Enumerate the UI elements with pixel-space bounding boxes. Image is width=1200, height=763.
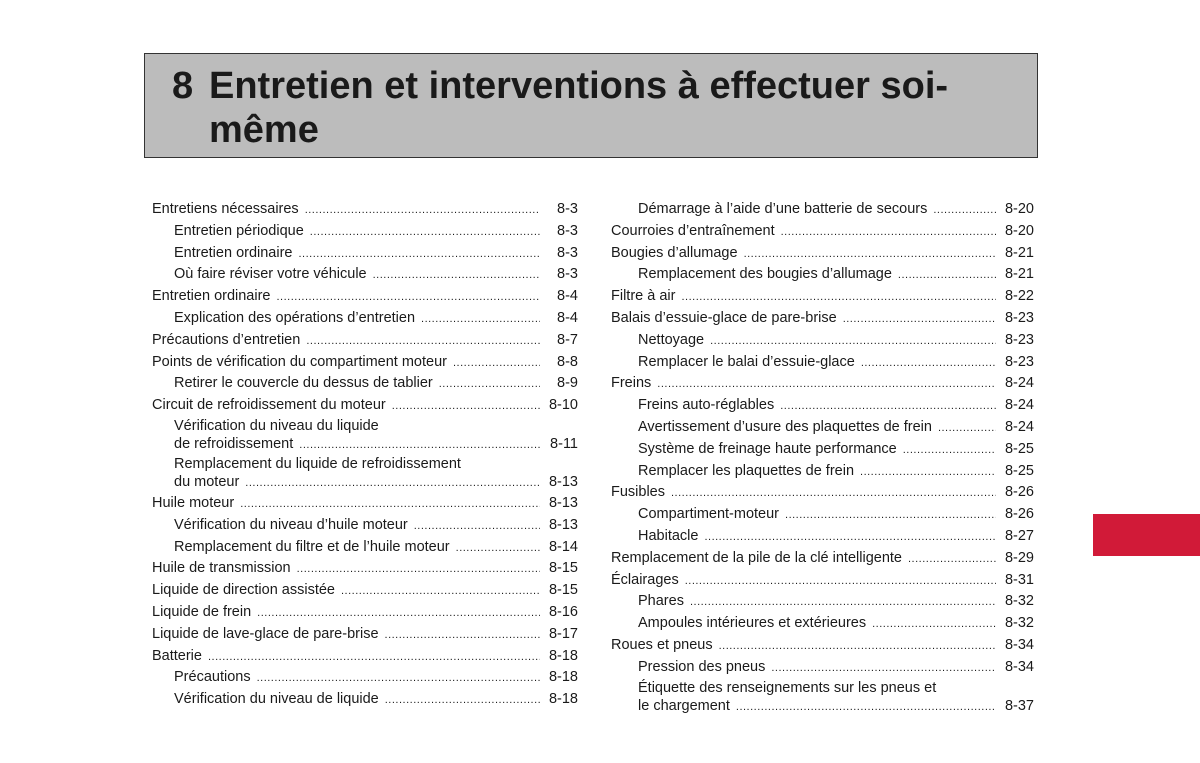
toc-entry[interactable] (152, 646, 578, 668)
toc-entry-label: Roues et pneus (611, 636, 713, 653)
toc-entry-page: 8-21 (1004, 244, 1034, 261)
toc-entry[interactable] (611, 635, 1034, 657)
dot-leader (299, 436, 540, 455)
toc-entry-page: 8-18 (548, 691, 578, 708)
chapter-title: Entretien et interventions à effectuer soi-même (209, 65, 949, 151)
dot-leader (392, 396, 540, 417)
dot-leader (933, 200, 996, 221)
toc-right-column (611, 199, 1034, 717)
toc-entry-page: 8-23 (1004, 331, 1034, 348)
toc-entry-page: 8-13 (548, 473, 578, 490)
toc-entry-label: Habitacle (638, 527, 699, 544)
toc-entry-page: 8-20 (1004, 222, 1034, 239)
toc-entry[interactable] (152, 330, 578, 352)
toc-entry-page: 8-8 (557, 353, 578, 370)
toc-entry[interactable] (152, 286, 578, 308)
toc-entry[interactable] (611, 221, 1034, 243)
dot-leader (681, 287, 996, 308)
toc-entry[interactable] (611, 679, 1034, 717)
toc-entry-label: Courroies d’entraînement (611, 222, 775, 239)
toc-entry-label: Circuit de refroidissement du moteur (152, 397, 386, 414)
toc-entry-page: 8-25 (1004, 462, 1034, 479)
toc-entry[interactable] (611, 591, 1034, 613)
toc-entry-page: 8-24 (1004, 418, 1034, 435)
toc-entry-page: 8-3 (557, 222, 578, 239)
toc-entry-page: 8-23 (1004, 309, 1034, 326)
toc-entry[interactable] (152, 515, 578, 537)
toc-entry-page: 8-17 (548, 625, 578, 642)
dot-leader (240, 494, 540, 515)
toc-entry-page: 8-7 (557, 331, 578, 348)
dot-leader (843, 309, 996, 330)
dot-leader (385, 690, 540, 711)
toc-entry-label: Balais d’essuie-glace de pare-brise (611, 309, 837, 326)
toc-entry-label-line2: le chargement (638, 697, 730, 714)
toc-entry-label: Pression des pneus (638, 658, 766, 675)
toc-entry[interactable] (152, 537, 578, 559)
dot-leader (685, 571, 996, 592)
dot-leader (299, 244, 541, 265)
toc-entry[interactable] (611, 243, 1034, 265)
dot-leader (771, 658, 996, 679)
toc-entry[interactable] (152, 580, 578, 602)
toc-entry[interactable] (152, 417, 578, 455)
toc-entry-label: Liquide de frein (152, 603, 252, 620)
toc-entry-page: 8-26 (1004, 484, 1034, 501)
toc-entry-label: Explication des opérations d’entretien (174, 309, 416, 326)
dot-leader (704, 527, 996, 548)
toc-entry-page: 8-3 (557, 266, 578, 283)
toc-entry-page: 8-20 (1004, 201, 1034, 217)
toc-entry-page: 8-14 (548, 538, 578, 555)
toc-entry[interactable] (611, 330, 1034, 352)
toc-entry-page: 8-32 (1004, 593, 1034, 610)
toc-entry-page: 8-22 (1004, 288, 1034, 305)
dot-leader (908, 549, 996, 570)
dot-leader (710, 331, 996, 352)
toc-entry-label-line1: Étiquette des renseignements sur les pneus et (638, 679, 937, 696)
toc-entry-page: 8-11 (550, 435, 578, 452)
toc-entry-page: 8-24 (1004, 397, 1034, 414)
toc-entry[interactable] (611, 548, 1034, 570)
toc-entry[interactable] (152, 624, 578, 646)
toc-entry-label: Huile moteur (152, 494, 235, 511)
toc-entry-page: 8-4 (557, 309, 578, 326)
toc-entry[interactable] (152, 308, 578, 330)
dot-leader (690, 592, 996, 613)
dot-leader (781, 222, 996, 243)
toc-entry-page: 8-18 (548, 647, 578, 664)
toc-entry[interactable] (611, 395, 1034, 417)
toc-entry-page: 8-13 (548, 516, 578, 533)
toc-entry[interactable] (152, 264, 578, 286)
toc-entry-label: Ampoules intérieures et extérieures (638, 615, 867, 632)
toc-entry-label: Batterie (152, 647, 202, 664)
dot-leader (257, 668, 540, 689)
toc-entry-label: Huile de transmission (152, 560, 291, 577)
dot-leader (657, 374, 996, 395)
toc-entry-label: Points de vérification du compartiment moteur (152, 353, 447, 370)
toc-entry-page: 8-3 (557, 244, 578, 261)
toc-entry-label: Entretien ordinaire (152, 288, 271, 305)
dot-leader (305, 200, 540, 221)
toc-entry[interactable] (611, 352, 1034, 374)
toc-entry-page: 8-23 (1004, 353, 1034, 370)
toc-entry-page: 8-4 (557, 288, 578, 305)
toc-entry-label: Filtre à air (611, 288, 676, 305)
dot-leader (208, 647, 540, 668)
toc-entry[interactable] (152, 667, 578, 689)
toc-entry-page: 8-25 (1004, 440, 1034, 457)
toc-entry-label: Remplacer le balai d’essuie-glace (638, 353, 855, 370)
toc-entry[interactable] (611, 526, 1034, 548)
dot-leader (257, 603, 540, 624)
dot-leader (872, 614, 996, 635)
toc-entry-label: Remplacement du filtre et de l’huile moteur (174, 538, 450, 555)
toc-entry[interactable] (611, 482, 1034, 504)
toc-entry-label: Entretien périodique (174, 222, 304, 239)
toc-entry[interactable] (152, 243, 578, 265)
dot-leader (719, 636, 996, 657)
toc-entry[interactable] (152, 558, 578, 580)
toc-entry[interactable] (611, 264, 1034, 286)
toc-entry[interactable] (152, 395, 578, 417)
toc-entry-page: 8-10 (548, 397, 578, 414)
toc-entry[interactable] (611, 373, 1034, 395)
dot-leader (310, 222, 540, 243)
dot-leader (421, 309, 540, 330)
toc-entry[interactable] (152, 689, 578, 711)
toc-entry-label: Fusibles (611, 484, 665, 501)
toc-entry-label: Vérification du niveau d’huile moteur (174, 516, 408, 533)
dot-leader (306, 331, 540, 352)
toc-entry-page: 8-37 (1004, 697, 1034, 714)
toc-entry-label: Retirer le couvercle du dessus de tablier (174, 375, 433, 392)
toc-entry-label: Précautions (174, 669, 251, 686)
toc-entry-page: 8-26 (1004, 506, 1034, 523)
dot-leader (898, 265, 996, 286)
toc-entry-page: 8-27 (1004, 527, 1034, 544)
toc-entry-label: Phares (638, 593, 684, 610)
toc-entry-page: 8-15 (548, 560, 578, 577)
toc-entry-label: Éclairages (611, 571, 679, 588)
dot-leader (861, 353, 996, 374)
toc-entry[interactable] (611, 657, 1034, 679)
dot-leader (453, 353, 540, 374)
toc-entry-page: 8-3 (557, 201, 578, 217)
toc-entry-label: Freins auto-réglables (638, 397, 775, 414)
toc-entry[interactable] (152, 602, 578, 624)
toc-entry-label: Avertissement d’usure des plaquettes de frein (638, 418, 932, 435)
toc-entry[interactable] (611, 570, 1034, 592)
dot-leader (671, 483, 996, 504)
dot-leader (385, 625, 540, 646)
toc-entry[interactable] (152, 373, 578, 395)
toc-entry[interactable] (152, 493, 578, 515)
toc-entry-label: Entretiens nécessaires (152, 201, 299, 217)
toc-entry-label: Remplacer les plaquettes de frein (638, 462, 855, 479)
toc-entry-label: Bougies d’allumage (611, 244, 738, 261)
toc-entry[interactable] (611, 308, 1034, 330)
dot-leader (277, 287, 541, 308)
toc-entry-page: 8-32 (1004, 615, 1034, 632)
toc-entry-page: 8-13 (548, 494, 578, 511)
toc-left-column (152, 199, 578, 711)
toc-entry-label-line2: du moteur (174, 473, 240, 490)
dot-leader (785, 505, 996, 526)
chapter-tab-marker (1093, 514, 1200, 556)
toc-entry-page: 8-34 (1004, 636, 1034, 653)
toc-entry-page: 8-21 (1004, 266, 1034, 283)
toc-entry[interactable] (152, 221, 578, 243)
toc-entry[interactable] (611, 504, 1034, 526)
dot-leader (903, 440, 996, 461)
toc-entry-label: Où faire réviser votre véhicule (174, 266, 367, 283)
toc-entry[interactable] (611, 286, 1034, 308)
dot-leader (297, 559, 540, 580)
toc-entry[interactable] (152, 352, 578, 374)
toc-entry-label: Compartiment-moteur (638, 506, 780, 523)
dot-leader (780, 396, 996, 417)
toc-entry[interactable] (611, 439, 1034, 461)
toc-entry-label-line2: de refroidissement (174, 435, 294, 452)
chapter-number: 8 (172, 65, 194, 107)
toc-entry-label: Nettoyage (638, 331, 705, 348)
toc-entry-page: 8-16 (548, 603, 578, 620)
dot-leader (860, 462, 996, 483)
toc-entry-label: Système de freinage haute performance (638, 440, 897, 457)
toc-entry-label: Précautions d’entretien (152, 331, 301, 348)
dot-leader (938, 418, 996, 439)
toc-entry-page: 8-18 (548, 669, 578, 686)
dot-leader (373, 265, 540, 286)
toc-entry-label: Liquide de lave-glace de pare-brise (152, 625, 379, 642)
toc-entry-page: 8-29 (1004, 549, 1034, 566)
toc-entry-page: 8-15 (548, 582, 578, 599)
chapter-title-box (144, 53, 1038, 158)
toc-entry-label: Remplacement des bougies d’allumage (638, 266, 892, 283)
toc-entry[interactable] (611, 613, 1034, 635)
toc-entry-label-line1: Vérification du niveau du liquide (174, 417, 379, 434)
toc-entry[interactable] (152, 199, 578, 221)
toc-entry-label-line1: Remplacement du liquide de refroidissement (174, 455, 461, 472)
toc-entry[interactable] (611, 199, 1034, 221)
toc-entry-label: Démarrage à l’aide d’une batterie de secours (638, 201, 928, 217)
toc-entry-page: 8-9 (557, 375, 578, 392)
toc-entry[interactable] (152, 455, 578, 493)
toc-entry-page: 8-24 (1004, 375, 1034, 392)
toc-entry-label: Freins (611, 375, 652, 392)
dot-leader (744, 244, 996, 265)
toc-entry-label: Vérification du niveau de liquide (174, 691, 379, 708)
dot-leader (736, 698, 996, 717)
dot-leader (414, 516, 540, 537)
dot-leader (456, 538, 540, 559)
toc-entry-label: Remplacement de la pile de la clé intelligente (611, 549, 902, 566)
toc-entry-label: Liquide de direction assistée (152, 582, 335, 599)
toc-entry-label: Entretien ordinaire (174, 244, 293, 261)
dot-leader (341, 581, 540, 602)
toc-entry[interactable] (611, 461, 1034, 483)
toc-entry[interactable] (611, 417, 1034, 439)
dot-leader (439, 374, 540, 395)
dot-leader (245, 474, 540, 493)
toc-entry-page: 8-34 (1004, 658, 1034, 675)
toc-entry-page: 8-31 (1004, 571, 1034, 588)
